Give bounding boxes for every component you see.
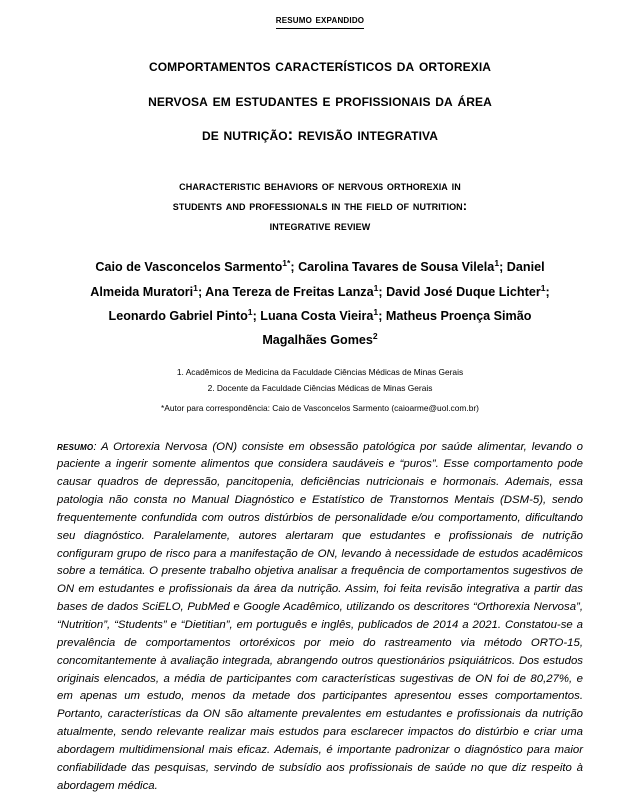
abstract-label-separator: : — [93, 440, 97, 453]
author-line-4: Magalhães Gomes$^2$ — [262, 330, 378, 347]
author-line-1: Caio de Vasconcelos Sarmento$^{1*}$; Carolina Tavares de Sousa Vilela$^1$; Daniel — [95, 258, 545, 275]
title-en-line-2: students and professionals in the field of nutrition: — [172, 197, 468, 213]
author-affiliation-marker: 1 — [540, 282, 546, 293]
author-line-2: Almeida Muratori$^1$; Ana Tereza de Freitas Lanza$^1$; David José Duque Lichter$^1$; — [90, 282, 550, 299]
section-header — [57, 14, 583, 29]
author-affiliation-marker: 2 — [372, 330, 378, 341]
abstract-label: resumo — [57, 440, 94, 453]
author-affiliation-marker: 1 — [494, 258, 500, 269]
abstract-section — [57, 439, 583, 795]
title-en-line-3: integrative review — [269, 217, 371, 233]
author-affiliation-marker: 1 — [247, 306, 253, 317]
page-title-pt — [57, 49, 583, 152]
title-pt-line-3: de nutrição: revisão integrativa — [201, 125, 438, 144]
author-affiliation-marker: 1 — [193, 282, 198, 293]
author-affiliation-marker: 1 — [373, 282, 379, 293]
affiliations-block — [57, 364, 583, 416]
affiliation-item-2: 2. Docente da Faculdade Ciências Médicas de Minas Gerais — [207, 383, 433, 394]
abstract-text: A Ortorexia Nervosa (ON) consiste em obsessão patológica por saúde alimentar, levando o paciente a ingerir somente alimentos que considera saudáveis e “puros”. Esse comportamento pode causar quadros de depressão, pancitopenia, deficiências nutricionais e hormonais. Ademais, essa patologia não consta no Manual Diagnóstico e Estatístico de Transtornos Mentais (DSM-5), sendo frequentemente confundida com outros distúrbios de personalidade e/ou comportamento, dificultando seu diagnóstico. Paralelamente, autores alertaram que estudantes e profissionais de nutrição configuram grupo de risco para a manifestação de ON, levando à necessidade de estudos acadêmicos sobre a temática. O presente trabalho objetiva analisar a frequência de comportamentos sugestivos de ON em estudantes e profissionais da área da nutrição. Assim, foi feita revisão integrativa a partir das bases de dados SciELO, PubMed e Google Acadêmico, utilizando os descritores “Orthorexia Nervosa”, “Nutrition”, “Students” e “Dietitian”, em português e inglês, publicados de 2014 a 2021. Constatou-se a prevalência de comportamentos ortoréxicos por meio do rastreamento via método ORTO-15, concomitantemente à avaliação integrada, abrangendo outros questionários psiquiátricos. Dos estudos originais elencados, a média de participantes com características sugestivas de ON foi de 80,27%, e em apenas um estudo, menos da metade dos participantes apresentou esses comportamentos. Portanto, características da ON são altamente prevalentes em estudantes e profissionais da nutrição atualmente, sendo relevante realizar mais estudos para esclarecer impactos do distúrbio e criar uma abordagem multidimensional mais eficaz. Ademais, é importante padronizar o diagnóstico para maior confiabilidade das pesquisas, servindo de subsídio aos profissionais de saúde no que diz respeito à abordagem médica. — [57, 440, 583, 792]
author-line-3: Leonardo Gabriel Pinto$^1$; Luana Costa Vieira$^1$; Matheus Proença Simão — [108, 306, 532, 323]
title-en-line-1: characteristic behaviors of nervous orthorexia in — [179, 178, 461, 194]
corresponding-author-note: *Autor para correspondência: Caio de Vasconcelos Sarmento (caioarme@uol.com.br) — [161, 403, 479, 414]
title-pt-line-2: nervosa em estudantes e profissionais da área — [148, 91, 492, 110]
author-list — [57, 255, 583, 352]
author-affiliation-marker: 1* — [282, 258, 291, 269]
title-pt-line-1: comportamentos característicos da ortorexia — [148, 57, 492, 76]
affiliation-item-1: 1. Acadêmicos de Medicina da Faculdade Ciências Médicas de Minas Gerais — [176, 367, 464, 378]
page-title-en — [57, 176, 583, 235]
author-affiliation-marker: 1 — [373, 306, 379, 317]
section-header-label: resumo expandido — [276, 14, 364, 29]
